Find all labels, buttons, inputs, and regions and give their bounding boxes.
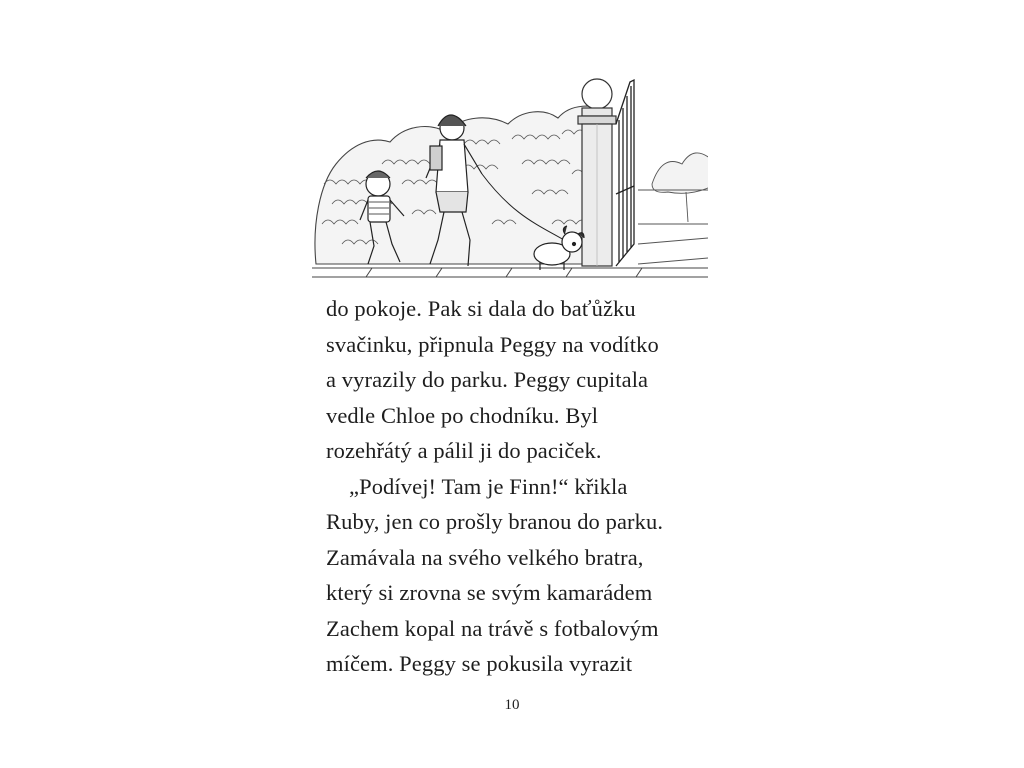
text-line: Zamávala na svého velkého bratra, <box>326 544 644 570</box>
illustration-girls-walking-dog <box>312 74 708 280</box>
page-number: 10 <box>504 697 520 713</box>
text-line: Ruby, jen co prošly branou do parku. <box>326 509 664 534</box>
text-line: rozehřátý a pálil ji do paciček. <box>326 438 602 463</box>
text-line: do pokoje. Pak si dala do baťůžku <box>326 296 636 321</box>
text-line: a vyrazily do parku. Peggy cupitala <box>326 367 649 392</box>
park-background <box>638 153 708 264</box>
pavement <box>312 268 708 277</box>
text-line: který si zrovna se svým kamarádem <box>326 580 653 605</box>
story-text <box>326 291 716 682</box>
text-line: Zachem kopal na trávě s fotbalovým <box>326 615 659 641</box>
text-line: „Podívej! Tam je Finn!“ křikla <box>349 473 628 499</box>
text-line: míčem. Peggy se pokusila vyrazit <box>326 651 633 676</box>
illustration-drawing <box>312 74 708 280</box>
text-line: svačinku, připnula Peggy na vodítko <box>326 331 659 357</box>
text-line: vedle Chloe po chodníku. Byl <box>326 402 599 428</box>
iron-gate <box>616 80 634 266</box>
